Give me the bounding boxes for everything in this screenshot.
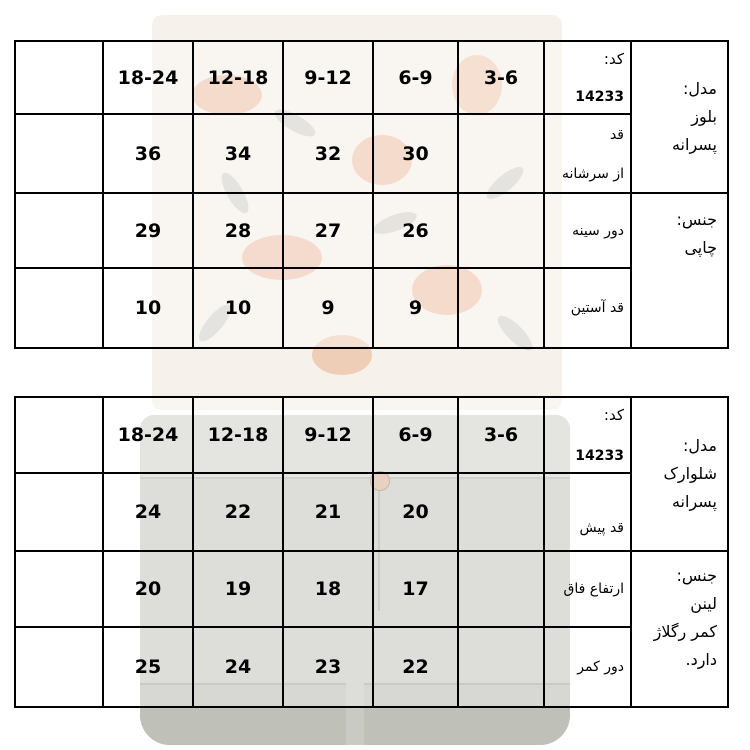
shorts-rise-value: 18 — [283, 551, 373, 627]
shirt-chest-value: 26 — [373, 193, 458, 268]
shorts-size-header: 18-24 — [103, 397, 193, 473]
shirt-sleeve-value: 9 — [283, 268, 373, 348]
shorts-empty-cell — [15, 473, 103, 551]
shirt-sleeve-label: قد آستین — [570, 300, 624, 316]
shirt-size-header: 3-6 — [458, 41, 544, 114]
shirt-empty-cell — [15, 193, 103, 268]
shirt-size-header: 18-24 — [103, 41, 193, 114]
shorts-waist-value: 22 — [373, 627, 458, 707]
shirt-sleeve-label-cell — [544, 268, 631, 348]
shorts-size-header: 9-12 — [283, 397, 373, 473]
shorts-rise-value: 19 — [193, 551, 283, 627]
shorts-front-length-value: 24 — [103, 473, 193, 551]
shorts-note-line2: دارد. — [685, 650, 717, 669]
shorts-code-value: 14233 — [575, 448, 624, 464]
shirt-length-value: 30 — [373, 114, 458, 193]
shorts-size-table — [14, 396, 729, 708]
shirt-code-value: 14233 — [575, 89, 624, 105]
shirt-material-cell — [631, 193, 728, 348]
shirt-code-cell — [544, 41, 631, 114]
shorts-rise-label: ارتفاع فاق — [563, 581, 624, 597]
shorts-model-label: مدل: — [683, 436, 717, 455]
shorts-empty-cell — [15, 627, 103, 707]
shirt-chest-value — [458, 193, 544, 268]
shorts-empty-cell — [15, 397, 103, 473]
shorts-waist-label-cell — [544, 627, 631, 707]
shirt-model-label: مدل: — [683, 79, 717, 98]
shirt-empty-cell — [15, 41, 103, 114]
shirt-length-label-line1: قد — [609, 127, 624, 143]
shorts-waist-value: 25 — [103, 627, 193, 707]
shirt-length-value — [458, 114, 544, 193]
shorts-waist-label: دور کمر — [577, 659, 624, 675]
shorts-size-header: 6-9 — [373, 397, 458, 473]
shirt-chest-value: 28 — [193, 193, 283, 268]
shirt-material-label: جنس: — [676, 210, 717, 229]
shorts-model-cell — [631, 397, 728, 551]
shorts-material-cell — [631, 551, 728, 707]
shirt-empty-cell — [15, 114, 103, 193]
shirt-length-value: 32 — [283, 114, 373, 193]
shorts-material-label: جنس: — [676, 566, 717, 585]
shorts-code-cell — [544, 397, 631, 473]
shorts-size-header: 3-6 — [458, 397, 544, 473]
shorts-rise-value: 17 — [373, 551, 458, 627]
shorts-front-length-value: 21 — [283, 473, 373, 551]
shirt-code-label: کد: — [603, 50, 624, 68]
shorts-model-line2: پسرانه — [671, 492, 717, 511]
shorts-rise-value: 20 — [103, 551, 193, 627]
shirt-length-value: 36 — [103, 114, 193, 193]
shorts-waist-value — [458, 627, 544, 707]
shorts-model-line1: شلوارک — [663, 464, 717, 483]
shirt-chest-label: دور سینه — [572, 222, 624, 239]
shirt-sleeve-value: 9 — [373, 268, 458, 348]
shirt-sleeve-value: 10 — [103, 268, 193, 348]
shorts-material-value: لینن — [690, 594, 717, 613]
shirt-size-header: 9-12 — [283, 41, 373, 114]
shirt-model-line1: بلوز — [691, 107, 717, 126]
shorts-empty-cell — [15, 551, 103, 627]
shorts-note-line1: کمر رگلاژ — [653, 622, 717, 641]
shorts-code-label: کد: — [603, 406, 624, 424]
shorts-front-length-label: قد پیش — [579, 520, 624, 536]
shirt-length-label-cell — [544, 114, 631, 193]
shirt-sleeve-value: 10 — [193, 268, 283, 348]
shirt-model-line2: پسرانه — [671, 135, 717, 154]
shirt-empty-cell — [15, 268, 103, 348]
shirt-chest-value: 29 — [103, 193, 193, 268]
shirt-chest-label-cell — [544, 193, 631, 268]
shorts-front-length-label-cell — [544, 473, 631, 551]
shirt-size-header: 6-9 — [373, 41, 458, 114]
shorts-rise-label-cell — [544, 551, 631, 627]
shirt-length-label-line2: از سرشانه — [562, 166, 624, 182]
shorts-waist-value: 24 — [193, 627, 283, 707]
shirt-length-value: 34 — [193, 114, 283, 193]
shirt-size-table — [14, 40, 729, 349]
shirt-material-value: چاپی — [684, 238, 717, 257]
shorts-front-length-value: 20 — [373, 473, 458, 551]
shorts-waist-value: 23 — [283, 627, 373, 707]
shirt-sleeve-value — [458, 268, 544, 348]
shirt-size-header: 12-18 — [193, 41, 283, 114]
shirt-chest-value: 27 — [283, 193, 373, 268]
shirt-model-cell — [631, 41, 728, 193]
shorts-rise-value — [458, 551, 544, 627]
shorts-front-length-value — [458, 473, 544, 551]
shorts-front-length-value: 22 — [193, 473, 283, 551]
shorts-size-header: 12-18 — [193, 397, 283, 473]
